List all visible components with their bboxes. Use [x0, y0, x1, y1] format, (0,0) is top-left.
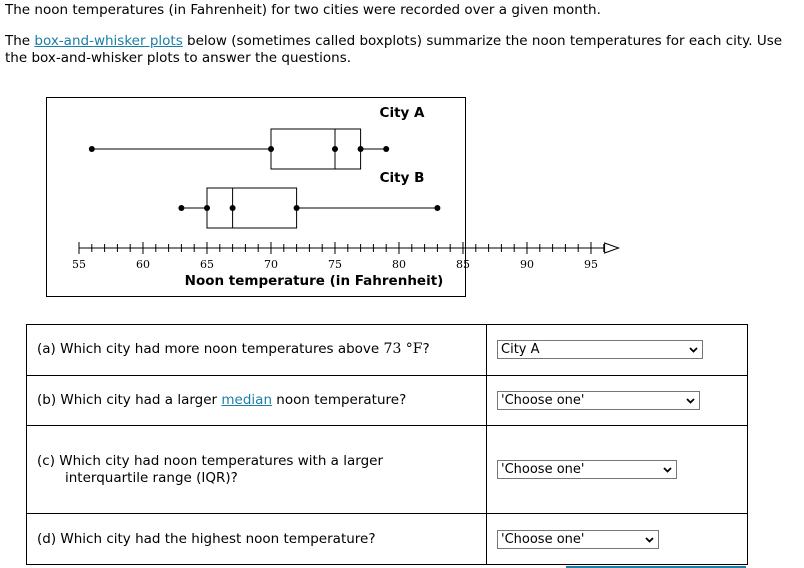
tick-label-90: 90 [520, 258, 534, 271]
city-b-legend-label: City B [379, 170, 425, 186]
answer-select-d[interactable] [497, 530, 659, 549]
question-b [27, 375, 487, 426]
city-b-max-point [434, 205, 440, 211]
question-row-d [27, 514, 748, 565]
answer-c-value: 'Choose one' [501, 462, 585, 478]
city-a-legend-label: City A [379, 105, 425, 121]
intro-suffix: below (sometimes called boxplots) summarize the noon temperatures for each city. Use the box-and-whisker plots to answer the questions. [5, 33, 783, 66]
question-c-text1: Which city had noon temperatures with a larger [59, 452, 383, 469]
tick-label-55: 55 [72, 258, 86, 271]
intro-text: The noon temperatures (in Fahrenheit) for two cities were recorded over a given month. [5, 2, 601, 18]
question-c-line2: interquartile range (IQR)? [65, 469, 238, 486]
answer-cell-d [487, 514, 748, 565]
tick-label-60: 60 [136, 258, 150, 271]
question-a-suffix: ? [422, 341, 430, 358]
x-axis-label: Noon temperature (in Fahrenheit) [184, 273, 444, 289]
chevron-down-icon [644, 534, 655, 545]
city-b-median-point [230, 205, 236, 211]
answer-select-a[interactable] [497, 340, 703, 359]
question-c-label: (c) [37, 452, 55, 469]
city-b-box [207, 188, 297, 228]
question-a-math: 73 °F [383, 341, 423, 358]
question-row-c [27, 426, 748, 514]
question-b-text: Which city had a larger [60, 391, 222, 408]
answer-select-b[interactable] [497, 391, 700, 410]
median-link[interactable]: median [221, 391, 272, 408]
city-b-q3-point [294, 205, 300, 211]
city-a-min-point [89, 146, 95, 152]
chevron-down-icon [688, 344, 699, 355]
question-d-text: Which city had the highest noon temperature? [60, 530, 376, 547]
answer-cell-a [487, 325, 748, 376]
question-c-line1 [37, 453, 486, 470]
answer-select-c[interactable] [497, 460, 677, 479]
city-a-max-point [383, 146, 389, 152]
boxplot-help-link[interactable]: box-and-whisker plots [34, 33, 183, 49]
chevron-down-icon [685, 395, 696, 406]
answer-cell-c [487, 426, 748, 514]
intro-prefix: The [5, 33, 35, 49]
x-axis-arrow [605, 243, 619, 253]
answer-cell-b [487, 375, 748, 426]
intro-instructions [5, 33, 800, 67]
question-row-b [27, 375, 748, 426]
city-a-q3-point [358, 146, 364, 152]
question-row-a [27, 325, 748, 376]
city-b-q1-point [204, 205, 210, 211]
chevron-down-icon [662, 464, 673, 475]
city-a-box [271, 129, 361, 169]
tick-label-65: 65 [200, 258, 214, 271]
question-a-label: (a) [37, 341, 56, 358]
city-a-q1-point [268, 146, 274, 152]
answer-a-value: City A [501, 342, 540, 358]
city-b-min-point [178, 205, 184, 211]
question-b-suffix: noon temperature? [272, 391, 407, 408]
questions-table [26, 324, 748, 565]
question-b-label: (b) [37, 391, 57, 408]
question-a-text: Which city had more noon temperatures above [60, 341, 384, 358]
question-d [27, 514, 487, 565]
boxplot-chart [46, 97, 598, 297]
question-d-label: (d) [37, 530, 57, 547]
answer-b-value: 'Choose one' [501, 392, 585, 408]
tick-label-95: 95 [584, 258, 598, 271]
answer-d-value: 'Choose one' [501, 531, 585, 547]
city-a-median-point [332, 146, 338, 152]
question-a [27, 325, 487, 376]
tick-label-70: 70 [264, 258, 278, 271]
tick-label-75: 75 [328, 258, 342, 271]
tick-label-85: 85 [456, 258, 470, 271]
tick-label-80: 80 [392, 258, 406, 271]
question-c [27, 426, 487, 514]
